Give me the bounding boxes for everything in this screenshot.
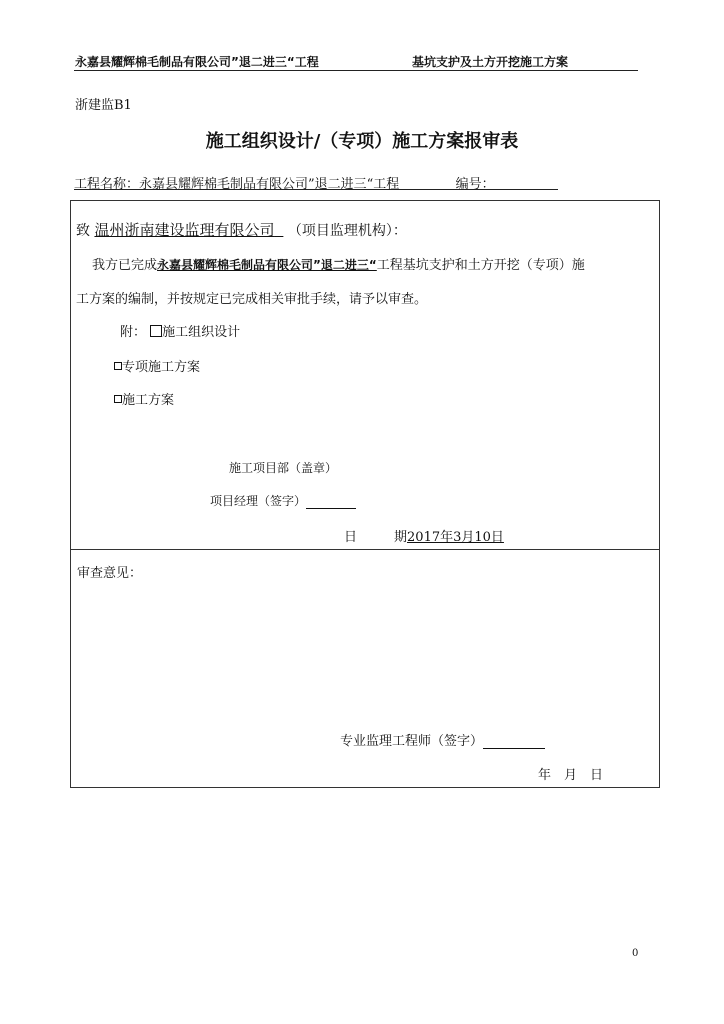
project-name-value: 永嘉县耀辉棉毛制品有限公司”退二进三“工程 [139, 177, 400, 192]
header-plan: 基坑支护及土方开挖施工方案 [412, 55, 569, 69]
page-number: 0 [632, 948, 639, 959]
checkbox-icon[interactable] [114, 362, 122, 370]
date-label-2: 期 [394, 530, 408, 545]
submission-box [70, 200, 660, 550]
engineer-signature-line [340, 730, 545, 749]
option-row-2 [114, 356, 200, 375]
manager-label: 项目经理（签字） [210, 494, 307, 508]
form-number: 浙建监B1 [75, 98, 132, 113]
option-special-plan: 专项施工方案 [122, 360, 201, 375]
date-label-1: 日 [344, 530, 358, 545]
body-prefix: 我方已完成 [92, 258, 158, 273]
attach-label: 附： [120, 325, 147, 340]
to-org: 温州浙南建设监理有限公司 [94, 221, 275, 239]
body-project: 永嘉县耀辉棉毛制品有限公司”退二进三“ [157, 258, 377, 272]
addressee-line [76, 219, 407, 240]
project-name-label: 工程名称： [74, 177, 140, 192]
option-construction-org: 施工组织设计 [162, 325, 241, 340]
to-suffix: （项目监理机构）： [287, 223, 407, 239]
option-row-3 [114, 389, 174, 408]
review-box [70, 549, 660, 788]
checkbox-icon[interactable] [114, 395, 122, 403]
date-line [344, 526, 504, 545]
header-rule [74, 70, 638, 71]
checkbox-icon[interactable] [150, 325, 162, 337]
body-line-1 [92, 254, 585, 273]
page-title: 施工组织设计/（专项）施工方案报审表 [205, 131, 519, 152]
body-line-2: 工方案的编制，并按规定已完成相关审批手续，请予以审查。 [76, 292, 428, 307]
attachment-line [120, 321, 240, 340]
body-rest: 工程基坑支护和土方开挖（专项）施 [376, 258, 585, 273]
project-number-label: 编号： [455, 177, 495, 192]
manager-signature-blank[interactable] [306, 496, 356, 509]
manager-signature-line [210, 492, 356, 509]
engineer-signature-blank[interactable] [483, 736, 545, 749]
project-dept-stamp: 施工项目部（盖章） [229, 461, 338, 475]
opinion-label: 审查意见： [77, 566, 143, 581]
engineer-label: 专业监理工程师（签字） [340, 734, 484, 749]
to-label: 致 [76, 223, 90, 239]
date-value: 2017年3月10日 [407, 530, 504, 545]
project-line-underline [74, 189, 558, 190]
option-plan: 施工方案 [122, 393, 175, 408]
header-project: 永嘉县耀辉棉毛制品有限公司”退二进三“工程 [75, 55, 319, 69]
review-date: 年 月 日 [538, 768, 604, 783]
